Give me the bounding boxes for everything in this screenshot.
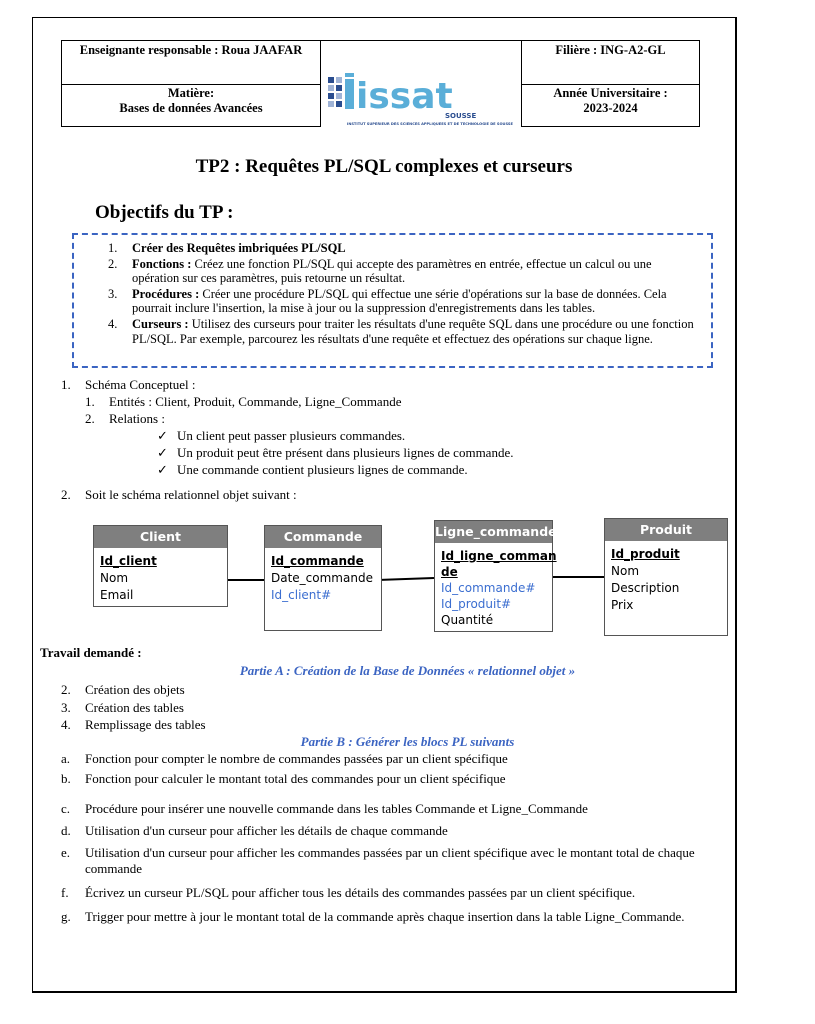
list-item: d. Utilisation d'un curseur pour afficher les détails de chaque commande [61,823,448,838]
connector-commande-ligne [380,577,434,581]
objective-item: 3. Procédures : Créer une procédure PL/SQL qui effectue une série d'opérations sur la base de données. Cela pourrait inclure l'insertion, la mise à jour ou la suppression d'enregistrements dans les tables. [108,286,667,316]
annee-cell [522,85,700,127]
list-item: 3. Création des tables [61,699,184,715]
check-icon: ✓ [157,445,168,460]
partB-title: Partie B : Générer les blocs PL suivants [300,734,515,749]
relation-check: ✓ Un produit peut être présent dans plusieurs lignes de commande. [157,445,514,460]
list-item: a. Fonction pour compter le nombre de commandes passées par un client spécifique [61,751,508,766]
objective-item: 2. Fonctions : Créez une fonction PL/SQL qui accepte des paramètres en entrée, effectue un calcul ou une opération sur ces paramètres, puis retourne un résultat. [108,256,652,286]
connector-ligne-produit [551,576,606,578]
list-item: b. Fonction pour calculer le montant total des commandes pour un client spécifique [61,771,506,786]
objectives-heading: Objectifs du TP : [95,202,234,223]
list-item: c. Procédure pour insérer une nouvelle commande dans les tables Commande et Ligne_Commande [61,801,588,816]
matiere-label: Matière: [167,86,215,100]
field: Nom [100,571,129,585]
field: Nom [611,564,640,578]
relations-item: 2. Relations : [85,411,165,426]
entity-produit [604,518,728,636]
list-item: f. Écrivez un curseur PL/SQL pour afficher tous les détails des commandes passées par un client spécifique. [61,885,636,900]
logo-cell [321,41,522,127]
logo-sub: SOUSSE [445,112,477,120]
primary-key: Id_client [100,554,157,568]
list-item: e. Utilisation d'un curseur pour afficher les commandes passées par un client spécifique avec le montant total de chaque commande [61,845,695,876]
list-item: g. Trigger pour mettre à jour le montant total de la commande après chaque insertion dans la table Ligne_Commande. [61,909,685,924]
matiere-cell [62,85,321,127]
schema-item: 1. Schéma Conceptuel : [61,377,196,392]
foreign-key: Id_commande# [441,581,536,595]
list-item: 4. Remplissage des tables [61,717,206,732]
relational-item: 2. Soit le schéma relationnel objet suivant : [61,487,297,502]
field: Prix [611,598,634,612]
page-title: TP2 : Requêtes PL/SQL complexes et curseurs [195,156,573,177]
relational-diagram [90,518,730,643]
partB-list [61,751,721,925]
partA-list [61,681,721,734]
objective-item: 1. Créer des Requêtes imbriquées PL/SQL [108,241,346,255]
partA-title: Partie A : Création de la Base de Données « relationnel objet » [239,663,576,678]
entity-title: Produit [605,519,727,541]
field: Email [100,588,134,602]
connector-client-commande [226,579,266,581]
relation-check: ✓ Un client peut passer plusieurs commandes. [157,428,406,443]
entity-title: Client [94,526,227,548]
matiere-value: Bases de données Avancées [119,101,263,115]
foreign-key: Id_produit# [441,597,512,611]
check-icon: ✓ [157,428,168,443]
annee-value: 2023-2024 [583,101,638,115]
header-table [61,40,700,127]
entity-title: Commande [265,526,381,548]
primary-key: Id_ligne_comman [441,549,557,563]
list-item: 2. Création des objets [61,682,185,697]
entity-client [93,525,228,607]
field: Quantité [441,613,494,627]
entity-commande [264,525,382,631]
field: Description [611,581,680,595]
foreign-key: Id_client# [271,588,332,602]
filiere: Filière : ING-A2-GL [555,43,666,57]
teacher-name: Enseignante responsable : Roua JAAFAR [79,43,303,57]
objective-item: 4. Curseurs : Utilisez des curseurs pour traiter les résultats d'une requête SQL dans une procédure ou une fonction PL/SQL. Par exemple, parcourez les résultats d'une requête et effectuez des opérations sur chaque ligne. [108,316,694,346]
primary-key: Id_produit [611,547,680,561]
objectives-box [72,233,713,368]
teacher-cell [62,41,321,85]
entity-title: Ligne_commande [435,521,552,543]
primary-key: Id_commande [271,554,364,568]
field: Date_commande [271,571,373,585]
primary-key-cont: de [441,565,458,579]
logo-text: issat [356,76,453,117]
relation-check: ✓ Une commande contient plusieurs lignes de commande. [157,462,468,477]
logo-caption: INSTITUT SUPERIEUR DES SCIENCES APPLIQUEES ET DE TECHNOLOGIE DE SOUSSE [347,122,513,126]
entity-ligne-commande [434,520,557,632]
issat-logo [325,73,513,129]
entities-item: 1. Entités : Client, Produit, Commande, Ligne_Commande [85,394,402,409]
filiere-cell [522,41,700,85]
check-icon: ✓ [157,462,168,477]
annee-label: Année Universitaire : [553,86,668,100]
schema-section [61,376,721,503]
travail-heading: Travail demandé : [40,645,142,660]
